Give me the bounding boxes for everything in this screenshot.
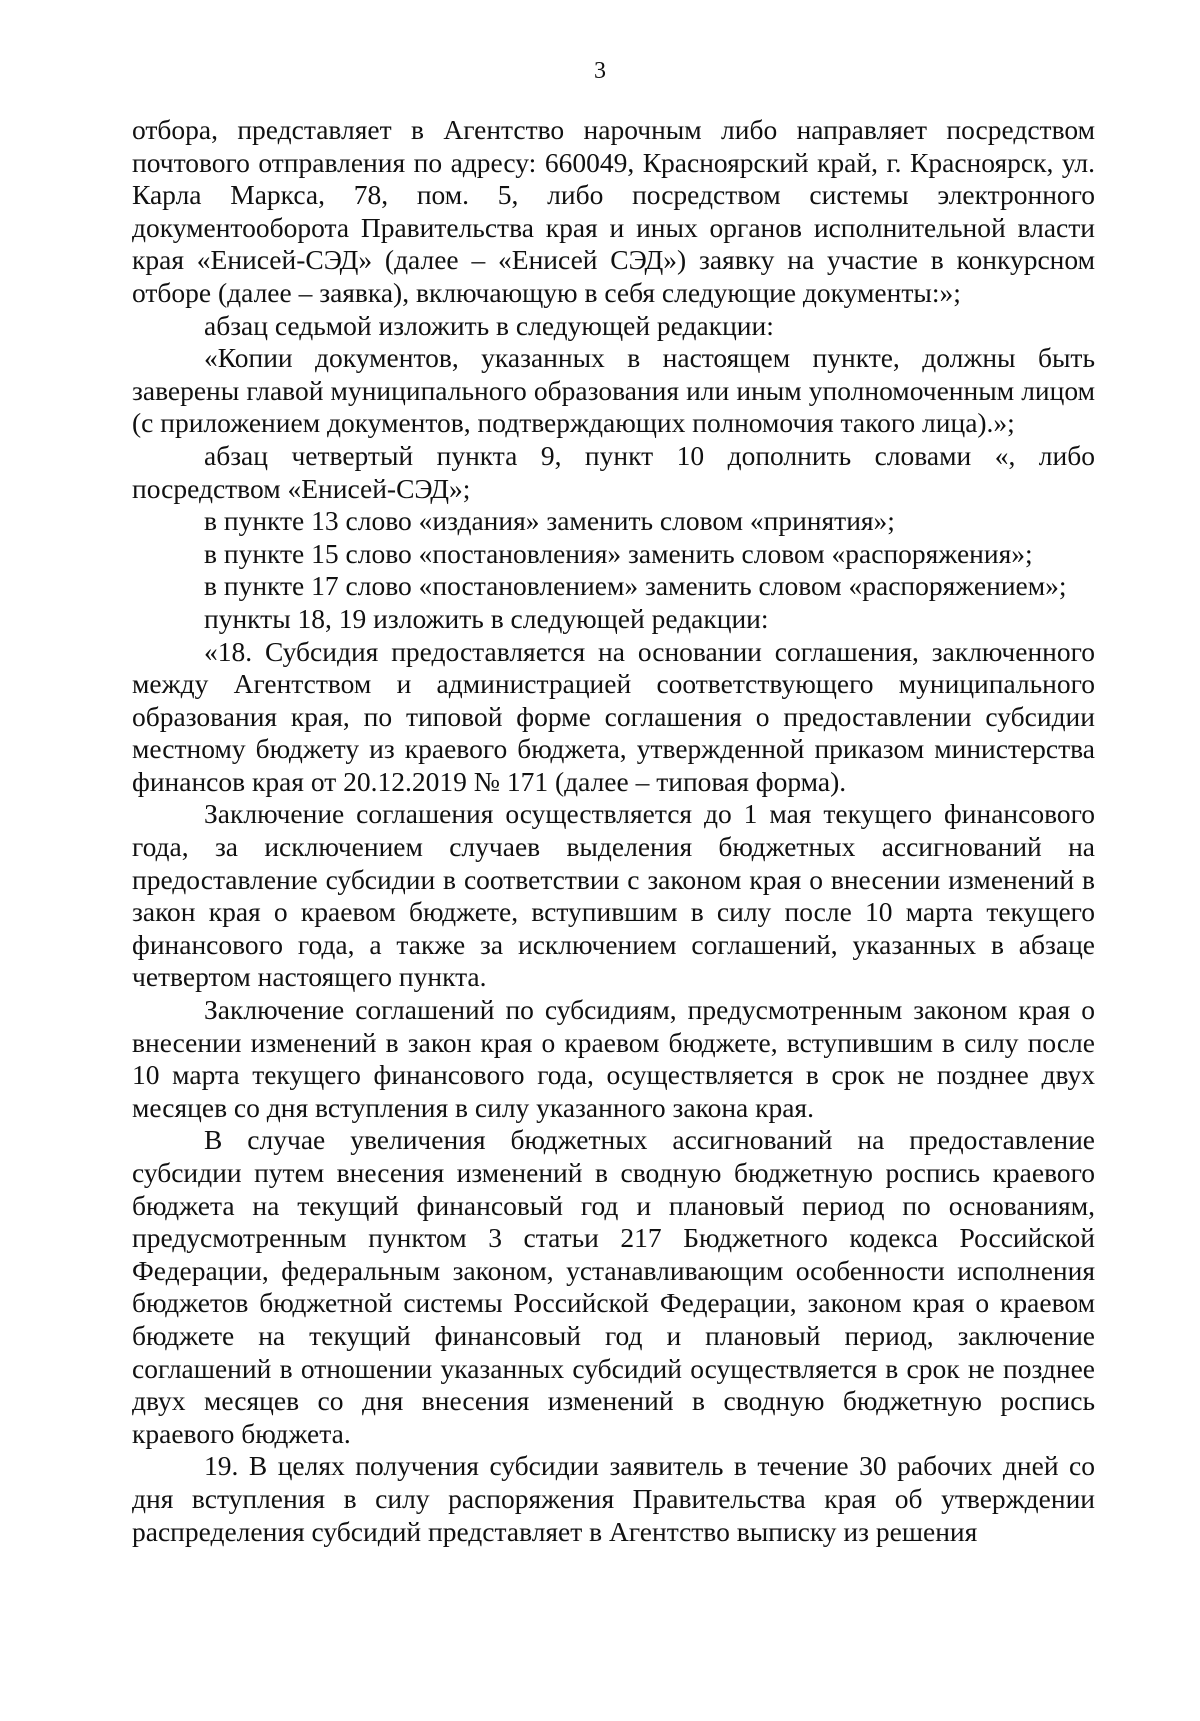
paragraph-amendment-point-17: в пункте 17 слово «постановлением» заменить словом «распоряжением»;: [204, 570, 1067, 602]
paragraph-amendment-point-15: в пункте 15 слово «постановления» заменить словом «распоряжения»;: [204, 537, 1033, 569]
paragraph-budget-increase: В случае увеличения бюджетных ассигнований на предоставление субсидии путем внесения изменений в сводную бюджетную роспись краевого бюджета на текущий финансовый год и плановый период по основаниям, предусмотренным пунктом 3 статьи 217 Бюджетного кодекса Российской Федерации, федеральным законом, устанавливающим особенности исполнения бюджетов бюджетной системы Российской Федерации, законом края о краевом бюджете на текущий финансовый год и плановый период, заключение соглашений в отношении указанных субсидий осуществляется в срок не позднее двух месяцев со дня внесения изменений в сводную бюджетную роспись краевого бюджета.: [132, 1124, 1095, 1449]
paragraph-amendment-seventh-clause: абзац седьмой изложить в следующей редакции:: [204, 309, 774, 341]
paragraph-amendment-point-9-10: абзац четвертый пункта 9, пункт 10 дополнить словами «, либо посредством «Енисей-СЭД»;: [132, 439, 1095, 504]
paragraph-points-18-19-intro: пункты 18, 19 изложить в следующей редакции:: [204, 602, 769, 634]
paragraph-application-submission: отбора, представляет в Агентство нарочным либо направляет посредством почтового отправления по адресу: 660049, Красноярский край, г. Красноярск, ул. Карла Маркса, 78, пом. 5, либо посредством системы электронного документооборота Правительства края и иных органов исполнительной власти края «Енисей-СЭД» (далее – «Енисей СЭД») заявку на участие в конкурсном отборе (далее – заявка), включающую в себя следующие документы:»;: [132, 114, 1095, 308]
paragraph-point-18: «18. Субсидия предоставляется на основании соглашения, заключенного между Агентством и администрацией соответствующего муниципального образования края, по типовой форме соглашения о предоставлении субсидии местному бюджету из краевого бюджета, утвержденной приказом министерства финансов края от 20.12.2019 № 171 (далее – типовая форма).: [132, 635, 1095, 797]
page-number: 3: [594, 58, 606, 84]
paragraph-document-copies: «Копии документов, указанных в настоящем пункте, должны быть заверены главой муниципального образования или иным уполномоченным лицом (с приложением документов, подтверждающих полномочия такого лица).»;: [132, 342, 1095, 439]
paragraph-point-19: 19. В целях получения субсидии заявитель в течение 30 рабочих дней со дня вступления в силу распоряжения Правительства края об утверждении распределения субсидий представляет в Агентство выписку из решения: [132, 1450, 1095, 1547]
paragraph-agreement-deadline: Заключение соглашения осуществляется до 1 мая текущего финансового года, за исключением случаев выделения бюджетных ассигнований на предоставление субсидии в соответствии с законом края о внесении изменений в закон края о краевом бюджете, вступившим в силу после 10 марта текущего финансового года, а также за исключением соглашений, указанных в абзаце четвертом настоящего пункта.: [132, 798, 1095, 993]
document-body: [132, 114, 1095, 1548]
paragraph-agreement-after-march: Заключение соглашений по субсидиям, предусмотренным законом края о внесении изменений в закон края о краевом бюджете, вступившим в силу после 10 марта текущего финансового года, осуществляется в срок не позднее двух месяцев со дня вступления в силу указанного закона края.: [132, 994, 1095, 1123]
paragraph-amendment-point-13: в пункте 13 слово «издания» заменить словом «принятия»;: [204, 505, 895, 537]
